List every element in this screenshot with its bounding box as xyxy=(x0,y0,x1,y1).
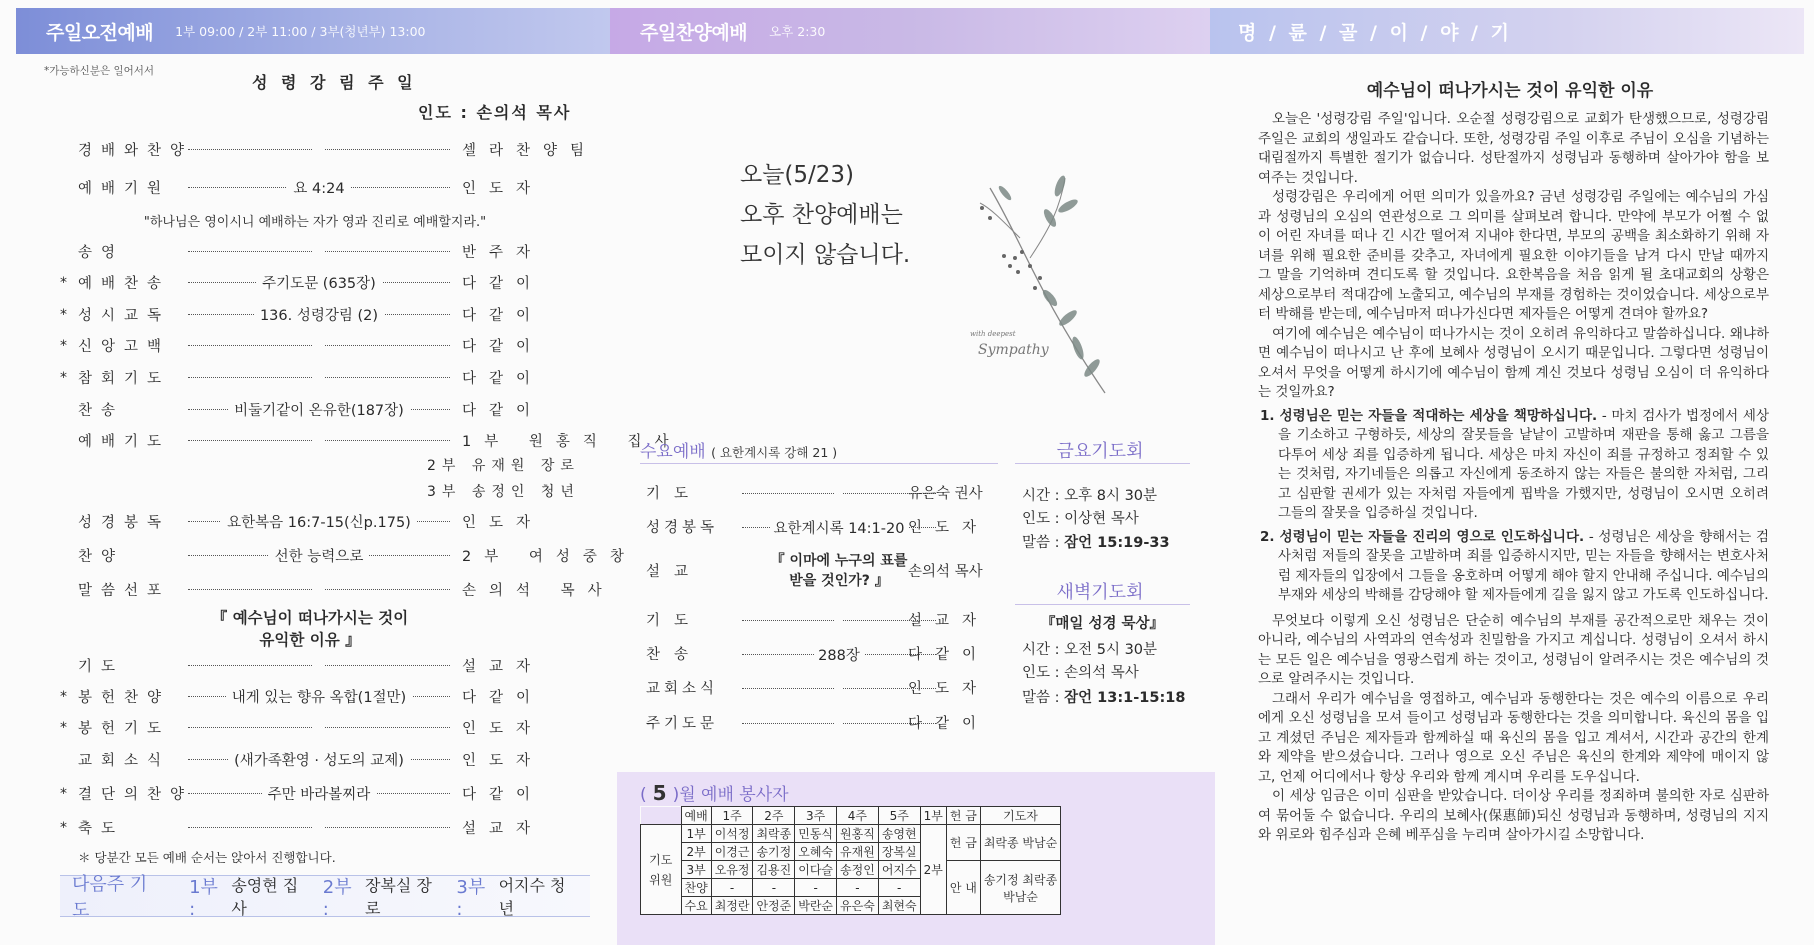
order-item-leader: 설교자 xyxy=(462,658,544,675)
order-row xyxy=(62,748,566,770)
order-item-detail xyxy=(188,138,450,160)
servants-cell: 유은숙 xyxy=(837,897,879,915)
order-item-detail xyxy=(188,544,450,566)
order-item-detail xyxy=(188,748,450,770)
wednesday-item-leader: 유은숙 권사 xyxy=(908,486,983,502)
servants-cell: 이석정 xyxy=(711,825,753,843)
servants-col-header: 헌 금 xyxy=(946,807,980,825)
servants-heading-text: )월 예배 봉사자 xyxy=(672,785,789,805)
next-prayer-3-name: 어지수 청년 xyxy=(498,876,566,918)
dawn-word-value: 잠언 13:1-15:18 xyxy=(1064,690,1186,706)
order-row xyxy=(62,398,566,420)
stand-marker: * xyxy=(60,786,67,802)
servants-col-header: 1부 xyxy=(920,807,946,825)
servants-cell: 박란순 xyxy=(795,897,837,915)
servants-row xyxy=(641,825,1061,843)
wednesday-item-detail-text: 요한계시록 14:1-20 xyxy=(770,521,909,537)
order-row xyxy=(62,816,566,838)
dawn-time: 시간 : 오전 5시 30분 xyxy=(1022,642,1158,658)
wednesday-item-label: 주기도문 xyxy=(646,716,719,732)
wednesday-row xyxy=(646,553,992,589)
wednesday-item-detail xyxy=(742,643,936,665)
order-item-label: 예배찬송 xyxy=(78,275,171,292)
story-point-2-heading: 2. 성령님이 믿는 자들을 진리의 영으로 인도하십니다. xyxy=(1260,528,1585,545)
order-item-detail xyxy=(188,654,450,676)
servants-cell: 수요 xyxy=(681,897,711,915)
stand-marker: * xyxy=(60,689,67,705)
afternoon-service-title: 주일찬양예배 xyxy=(640,21,748,44)
sermon-title-line-2: 유익한 이유 』 xyxy=(259,631,361,649)
order-item-detail xyxy=(188,816,450,838)
wednesday-service-heading xyxy=(640,437,837,462)
story-paragraph-5: 그래서 우리가 예수님을 영접하고, 예수님과 동행한다는 것은 예수의 이름으로 우리에게 오신 성령님을 모셔 들이고 성령님과 동행한다는 것을 의미합니다. 육신의 몸을 입고 계셨던 주님은 제자들과 함께하실 때 육신의 몸을 입고 계셔서, 시간과 공간의 한계와 제약을 받으셨습니다. 그러나 영으로 오신 주님은 육신의 한계와 제약에 매이지 않고, 언제 어디에서나 항상 우리와 함께 계시며 우리를 도우십니다. xyxy=(1258,690,1769,785)
wednesday-item-leader: 손의석 목사 xyxy=(908,564,983,580)
stand-note: *가능하신분은 일어서서 xyxy=(44,65,155,77)
wednesday-item-detail-text xyxy=(835,713,843,729)
order-row xyxy=(62,271,566,293)
morning-service-times: 1부 09:00 / 2부 11:00 / 3부(청년부) 13:00 xyxy=(175,24,426,39)
friday-word xyxy=(1022,531,1170,552)
story-header-title: 명 / 륜 / 골 / 이 / 야 / 기 xyxy=(1238,21,1512,44)
servants-cell: 송기정 xyxy=(753,843,795,861)
order-row xyxy=(62,366,566,388)
wednesday-row xyxy=(646,609,992,631)
order-item-detail-text xyxy=(313,367,325,383)
afternoon-service-header xyxy=(610,8,1210,54)
servants-cell: - xyxy=(753,879,795,897)
order-item-label: 참회기도 xyxy=(78,370,171,387)
servants-cell: 장복실 xyxy=(878,843,920,861)
story-header xyxy=(1210,8,1804,54)
story-point-1-text: - 마치 검사가 법정에서 세상을 기소하고 구형하듯, 세상의 잘못들을 낱낱이 고발하며 재판을 통해 옳고 그름을 다투어 세상 죄를 입증하게 됩니다. 세상은 마치 자신이 죄를 규정하고 정죄할 수 있는 것처럼, 자기네들은 의롭고 자신에게 동조하지 않는 자들은 불의한 자처럼, 그리고 심판할 권세가 있는 자처럼 자들에게 핍박을 가했지만, 성령님이 오시면 오히려 그들의 잘못을 입증하실 것입니다. xyxy=(1278,407,1769,521)
servants-header-row xyxy=(641,807,1061,825)
order-item-leader: 다같이 xyxy=(462,338,544,355)
order-item-label: 예배기원 xyxy=(78,180,171,197)
order-item-detail-text: (새가족환영 · 성도의 교제) xyxy=(228,753,410,769)
offering-names: 최락종 박남순 xyxy=(980,825,1060,861)
story-body xyxy=(1258,110,1769,846)
wednesday-item-label: 성경봉독 xyxy=(646,520,719,536)
servants-cell: 오유정 xyxy=(711,861,753,879)
prayer-sub-3: 3부 송정인 청년 xyxy=(427,484,580,500)
story-paragraph-6: 이 세상 임금은 이미 심판을 받았습니다. 더이상 우리를 정죄하며 불의한 자로 심판하여 묶어둘 수 없습니다. 우리의 보혜사(保惠師)되신 성령님과 동행하며, 성령님의 지지와 위로와 힘주심과 은혜 베푸심을 누리며 살아가시길 소망합니다. xyxy=(1258,788,1769,843)
order-item-detail-text: 136. 성령강림 (2) xyxy=(254,308,384,324)
order-item-detail-text: 요 4:24 xyxy=(287,181,350,197)
servants-cell: 2부 xyxy=(681,843,711,861)
guide-label: 안 내 xyxy=(946,861,980,915)
servants-col-header: 4주 xyxy=(837,807,879,825)
stand-marker: * xyxy=(60,338,67,354)
order-item-leader: 2부 여성중창 xyxy=(462,548,637,565)
stand-marker: * xyxy=(60,720,67,736)
servants-cell: 안정준 xyxy=(753,897,795,915)
order-item-leader: 다같이 xyxy=(462,402,544,419)
order-item-leader: 인도자 xyxy=(462,752,544,769)
servants-row xyxy=(641,861,1061,879)
order-item-detail xyxy=(188,578,450,600)
order-item-detail xyxy=(188,398,450,420)
friday-prayer-heading: 금요기도회 xyxy=(1056,441,1144,462)
wednesday-item-detail-text: 288장 xyxy=(814,648,864,664)
servants-cell: 김용진 xyxy=(753,861,795,879)
no-afternoon-service-notice xyxy=(740,155,910,275)
order-item-detail-text xyxy=(313,579,325,595)
order-item-detail xyxy=(188,429,450,451)
servants-cell: 어지수 xyxy=(878,861,920,879)
order-item-leader: 인도자 xyxy=(462,720,544,737)
wednesday-item-leader: 설교자 xyxy=(908,613,990,629)
wednesday-row xyxy=(646,677,992,699)
afternoon-service-time: 오후 2:30 xyxy=(769,24,826,39)
wednesday-item-detail xyxy=(742,677,936,699)
order-item-detail-text: 내게 있는 향유 옥합(1절만) xyxy=(226,690,412,706)
wednesday-row xyxy=(646,712,992,734)
servants-cell: 1부 xyxy=(681,825,711,843)
order-item-label: 송영 xyxy=(78,244,125,261)
order-row xyxy=(62,303,566,325)
guide-names xyxy=(980,861,1060,915)
story-point-1 xyxy=(1258,407,1769,524)
order-item-label: 신앙고백 xyxy=(78,338,171,355)
servants-cell: 유재원 xyxy=(837,843,879,861)
friday-word-value: 잠언 15:19-33 xyxy=(1064,535,1170,551)
wednesday-item-label: 설교 xyxy=(646,564,703,580)
order-row xyxy=(62,685,566,707)
order-row xyxy=(62,334,566,356)
friday-time: 시간 : 오후 8시 30분 xyxy=(1022,488,1158,504)
servants-cell: 최정란 xyxy=(711,897,753,915)
order-row xyxy=(62,240,566,262)
friday-divider xyxy=(1015,463,1190,464)
order-item-leader: 다같이 xyxy=(462,275,544,292)
order-item-detail xyxy=(188,240,450,262)
wednesday-sub: ( 요한계시록 강해 21 ) xyxy=(711,445,838,460)
dawn-divider xyxy=(1015,604,1190,605)
story-paragraph-2: 성령강림은 우리에게 어떤 의미가 있을까요? 금년 성령강림 주일에는 예수님의 가심과 성령님의 오심의 연관성으로 그 의미를 살펴보려 합니다. 만약에 부모가 어쩔 수 없이 어린 자녀를 떠나 긴 시간 떨어져 지내야 한다면, 부모의 공백을 최소화하기 위해 자녀를 위해 필요한 준비를 갖추고, 자녀에게 필요한 이야기들을 남겨 다시 만날 때까지 그 말을 기억하며 견디도록 할 것입니다. 요한복음을 처음 읽게 될 초대교회의 상황은 세상으로부터 적대감에 노출되고, 예수님의 부재를 경험하는 것이었습니다. 세상으로부터 박해를 받는데, 예수님마저 떠나가신다면 제자들은 어떻게 견뎌야 할까요? xyxy=(1258,189,1769,322)
servants-col-header: 1주 xyxy=(711,807,753,825)
stand-marker: * xyxy=(60,307,67,323)
prayer-sub-2: 2부 유재원 장로 xyxy=(427,458,580,474)
order-item-detail-text: 비둘기같이 온유한(187장) xyxy=(228,403,410,419)
servants-cell: - xyxy=(878,879,920,897)
order-row xyxy=(62,654,566,676)
friday-word-label: 말씀 : xyxy=(1022,535,1060,551)
dawn-title: 『매일 성경 묵상』 xyxy=(1040,616,1165,632)
order-item-leader: 셀라찬양팀 xyxy=(462,142,598,159)
servants-cell: 찬양 xyxy=(681,879,711,897)
servants-cell: 송영현 xyxy=(878,825,920,843)
order-item-detail-text xyxy=(313,430,325,446)
stand-marker: * xyxy=(60,275,67,291)
order-item-detail-text xyxy=(313,241,325,257)
wednesday-item-label: 기도 xyxy=(646,613,703,629)
order-item-leader: 다같이 xyxy=(462,689,544,706)
stand-marker: * xyxy=(60,820,67,836)
order-item-detail-text: 요한복음 16:7-15(신p.175) xyxy=(221,515,417,531)
order-item-leader: 다같이 xyxy=(462,307,544,324)
card-text-small: with deepest xyxy=(970,330,1016,338)
service-title: 성 령 강 림 주 일 xyxy=(252,73,417,92)
order-item-detail xyxy=(188,303,450,325)
order-item-detail-text xyxy=(313,335,325,351)
order-row xyxy=(62,138,598,160)
order-item-label: 교회소식 xyxy=(78,752,171,769)
story-paragraph-1: 오늘은 '성령강림 주일'입니다. 오순절 성령강림으로 교회가 탄생했으므로, 성령강림 주일은 교회의 생일과도 같습니다. 또한, 성령강림 주일 이후로 주님이 오심을 기념하는 대림절까지 특별한 절기가 없습니다. 성탄절까지 성령님과 동행하며 살아가야 함을 보여주는 것입니다. xyxy=(1258,111,1769,186)
wednesday-item-detail xyxy=(742,609,936,631)
order-item-leader: 다같이 xyxy=(462,786,544,803)
dawn-word xyxy=(1022,686,1185,707)
servants-cell: 이다슬 xyxy=(795,861,837,879)
order-item-detail-text: 선한 능력으로 xyxy=(269,549,370,565)
servants-cell: 이경근 xyxy=(711,843,753,861)
dawn-prayer-heading: 새벽기도회 xyxy=(1056,582,1144,603)
order-item-detail-text xyxy=(313,139,325,155)
servants-cell: - xyxy=(837,879,879,897)
order-row xyxy=(62,429,682,451)
wed-sermon-line-2: 받을 것인가? 』 xyxy=(789,573,889,589)
servants-heading-open: ( xyxy=(640,785,647,805)
order-item-detail xyxy=(188,366,450,388)
servants-col-header: 2주 xyxy=(753,807,795,825)
order-item-label: 찬송 xyxy=(78,402,125,419)
order-item-label: 봉헌찬양 xyxy=(78,689,171,706)
order-item-label: 성경봉독 xyxy=(78,514,171,531)
order-item-leader: 인도자 xyxy=(462,180,544,197)
servants-col-header: 예배 xyxy=(681,807,711,825)
wednesday-row xyxy=(646,482,992,504)
scripture-quote: "하나님은 영이시니 예배하는 자가 영과 진리로 예배할지라." xyxy=(143,215,487,230)
order-item-detail xyxy=(188,334,450,356)
wednesday-sermon-title xyxy=(742,551,936,591)
wednesday-item-label: 찬송 xyxy=(646,647,703,663)
order-item-detail xyxy=(188,716,450,738)
order-item-leader: 1부 원홍직 집사 xyxy=(462,433,682,450)
dawn-word-label: 말씀 : xyxy=(1022,690,1060,706)
story-point-1-heading: 1. 성령님은 믿는 자들을 적대하는 세상을 책망하십니다. xyxy=(1260,407,1598,424)
order-item-detail-text: 주만 바라볼찌라 xyxy=(262,787,377,803)
wednesday-item-detail-text xyxy=(835,678,843,694)
servants-2bu: 2부 xyxy=(920,825,946,915)
sermon-title xyxy=(180,607,440,651)
wednesday-item-label: 기도 xyxy=(646,486,703,502)
order-row xyxy=(62,544,637,566)
wednesday-item-detail xyxy=(742,516,936,538)
notice-line-2: 오후 찬양예배는 xyxy=(740,202,903,228)
servants-cell: 최현숙 xyxy=(878,897,920,915)
stand-marker: * xyxy=(60,370,67,386)
seated-footnote: ＊ 당분간 모든 예배 순서는 앉아서 진행합니다. xyxy=(78,850,336,865)
wednesday-item-leader: 인도자 xyxy=(908,520,990,536)
wednesday-item-label: 교회소식 xyxy=(646,681,719,697)
wednesday-item-leader: 다같이 xyxy=(908,647,990,663)
wednesday-divider xyxy=(640,463,998,464)
next-prayer-1-name: 송영현 집사 xyxy=(231,876,299,918)
next-week-prayer xyxy=(60,874,590,921)
guide-names-2: 박남순 xyxy=(1003,889,1038,904)
order-item-label: 축도 xyxy=(78,820,125,837)
order-item-detail xyxy=(188,176,450,198)
wednesday-item-detail-text xyxy=(835,610,843,626)
wednesday-item-leader: 인도자 xyxy=(908,681,990,697)
order-item-detail-text: 주기도문 (635장) xyxy=(256,276,382,292)
order-item-leader: 반주자 xyxy=(462,244,544,261)
wednesday-item-detail xyxy=(742,553,936,589)
next-prayer-3-label: 3부 : xyxy=(456,876,486,920)
order-item-leader: 인도자 xyxy=(462,514,544,531)
order-item-detail xyxy=(188,271,450,293)
story-title: 예수님이 떠나가시는 것이 유익한 이유 xyxy=(1366,81,1654,101)
servants-cell: - xyxy=(711,879,753,897)
sermon-title-line-1: 『 예수님이 떠나가시는 것이 xyxy=(211,609,409,627)
servants-heading xyxy=(640,780,789,805)
friday-leader: 인도 : 이상현 목사 xyxy=(1022,511,1139,527)
order-item-label: 기도 xyxy=(78,658,125,675)
wednesday-item-leader: 다같이 xyxy=(908,716,990,732)
order-item-label: 성시교독 xyxy=(78,307,171,324)
order-item-leader: 다같이 xyxy=(462,370,544,387)
servants-col-header: 기도자 xyxy=(980,807,1060,825)
servants-cell: 송정인 xyxy=(837,861,879,879)
servants-cell: 민동식 xyxy=(795,825,837,843)
story-point-2 xyxy=(1258,528,1769,606)
order-item-label: 예배기도 xyxy=(78,433,171,450)
order-row xyxy=(62,578,615,600)
order-item-label: 봉헌기도 xyxy=(78,720,171,737)
servants-cell: 최락종 xyxy=(753,825,795,843)
next-prayer-1-label: 1부 : xyxy=(189,876,218,920)
order-item-detail xyxy=(188,510,450,532)
wednesday-item-detail xyxy=(742,482,936,504)
order-item-detail xyxy=(188,685,450,707)
wednesday-item-detail-text xyxy=(835,483,843,499)
servants-col-header: 5주 xyxy=(878,807,920,825)
order-item-detail-text xyxy=(313,655,325,671)
order-item-leader: 설교자 xyxy=(462,820,544,837)
card-text-sympathy: Sympathy xyxy=(978,342,1049,358)
order-item-detail-text xyxy=(313,817,325,833)
next-prayer-heading: 다음주 기도 xyxy=(72,874,148,921)
notice-line-1: 오늘(5/23) xyxy=(740,162,855,188)
order-item-detail-text xyxy=(313,717,325,733)
morning-service-header xyxy=(16,8,610,54)
order-item-label: 말씀선포 xyxy=(78,582,171,599)
wednesday-row xyxy=(646,643,992,665)
order-row xyxy=(62,782,566,804)
servants-table xyxy=(640,806,1061,915)
servants-cell: 원홍직 xyxy=(837,825,879,843)
prayer-committee-label: 기도 위원 xyxy=(641,825,682,915)
servants-cell: 오혜숙 xyxy=(795,843,837,861)
order-row xyxy=(62,716,566,738)
dawn-leader: 인도 : 손의석 목사 xyxy=(1022,665,1139,681)
order-item-leader: 손의석 목사 xyxy=(462,582,615,599)
notice-line-3: 모이지 않습니다. xyxy=(740,242,911,268)
story-paragraph-4: 무엇보다 이렇게 오신 성령님은 단순히 예수님의 부재를 공간적으로만 채우는 것이 아니라, 예수님의 사역과의 연속성과 친밀함을 가지고 계십니다. 성령님이 오셔서 하시는 모든 일은 예수님을 영광스럽게 하는 것이고, 성령님이 알려주시는 것은 예수님의 것으로 알려주시는 것입니다. xyxy=(1258,612,1769,687)
next-prayer-2-name: 장복실 장로 xyxy=(364,876,432,918)
sympathy-flower-illustration xyxy=(960,148,1110,398)
order-item-detail xyxy=(188,782,450,804)
wednesday-item-detail xyxy=(742,712,936,734)
morning-service-title: 주일오전예배 xyxy=(46,21,154,44)
servants-month: 5 xyxy=(652,781,667,805)
story-point-2-text: - 성령님은 세상을 향해서는 검사처럼 저들의 잘못을 고발하며 죄를 입증하시지만, 믿는 자들을 향해서는 변호사처럼 제자들의 입장에서 그들을 옹호하며 어떻게 해야 할지 안내해 주십니다. 예수님의 부재와 세상의 박해를 감당해야 할 제자들에게 길을 잃지 않고 가도록 인도하십니다. xyxy=(1278,528,1769,603)
next-prayer-2-label: 2부 : xyxy=(322,876,352,920)
guide-names-1: 송기정 최락종 xyxy=(983,872,1058,887)
servants-col-header: 3주 xyxy=(795,807,837,825)
order-row xyxy=(62,510,566,532)
order-item-label: 경배와찬양 xyxy=(78,142,194,159)
servants-cell: 3부 xyxy=(681,861,711,879)
order-row xyxy=(62,176,566,198)
servants-cell: - xyxy=(795,879,837,897)
wed-sermon-line-1: 『 이마에 누구의 표를 xyxy=(770,553,908,569)
wednesday-title: 수요예배 xyxy=(640,442,706,462)
story-paragraph-3: 여기에 예수님은 예수님이 떠나가시는 것이 오히려 유익하다고 말씀하십니다. 왜냐하면 예수님이 떠나시고 난 후에 보혜사 성령님이 오시기 때문입니다. 그렇다면 성령님이 오셔서 무엇을 어떻게 하시기에 예수님이 함께 계신 것보다 성령님 오심이 더 유익하다는 것일까요? xyxy=(1258,325,1769,400)
wednesday-row xyxy=(646,516,992,538)
preacher: 인도 : 손의석 목사 xyxy=(418,103,572,122)
order-item-label: 찬양 xyxy=(78,548,125,565)
offering-label: 헌 금 xyxy=(946,825,980,861)
order-item-label: 결단의찬양 xyxy=(78,786,194,803)
